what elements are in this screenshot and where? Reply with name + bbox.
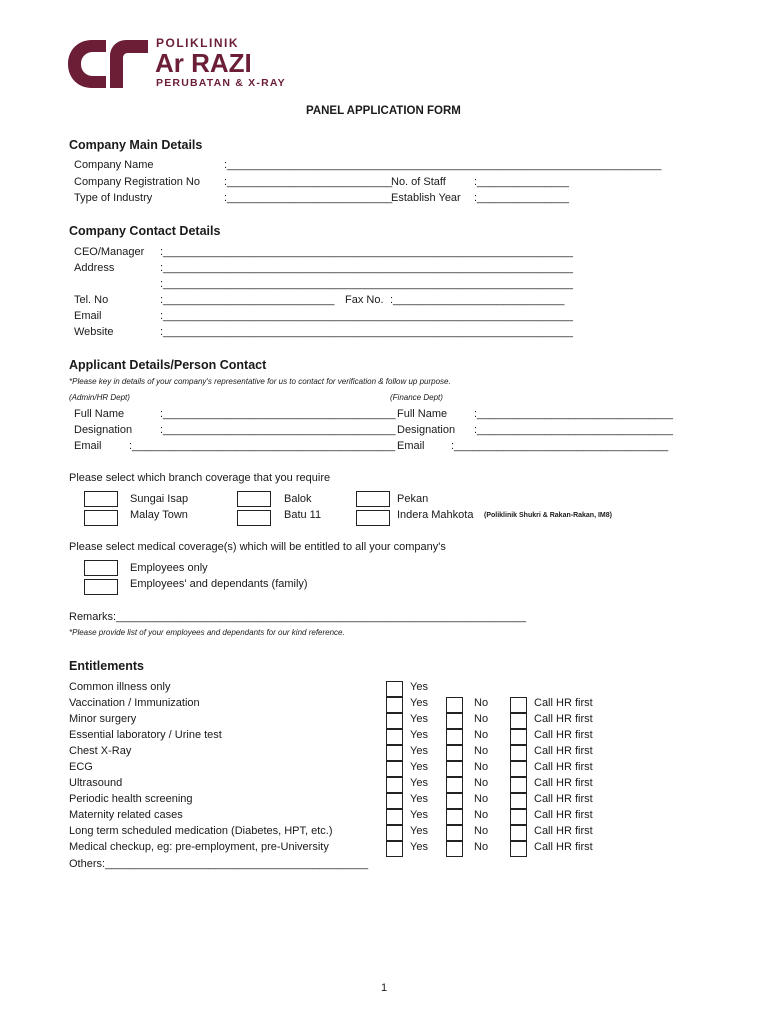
field-admin-email[interactable]: :___________________________________________	[129, 440, 396, 452]
label-no: No	[474, 777, 489, 789]
note-indera-mahkota: (Poliklinik Shukri & Rakan-Rakan, IM8)	[484, 512, 612, 519]
checkbox-call-hr[interactable]	[510, 697, 527, 713]
form-title: PANEL APPLICATION FORM	[306, 105, 461, 117]
label-website: Website	[74, 326, 114, 338]
checkbox-employees-only[interactable]	[84, 560, 118, 576]
field-admin-fullname[interactable]: :______________________________________	[160, 408, 396, 420]
checkbox-malay-town[interactable]	[84, 510, 118, 526]
checkbox-yes[interactable]	[386, 713, 403, 729]
checkbox-call-hr[interactable]	[510, 761, 527, 777]
field-establish-year[interactable]: :_______________	[474, 192, 569, 204]
label-employees-dependants: Employees' and dependants (family)	[130, 578, 308, 590]
entitlement-label: Vaccination / Immunization	[69, 697, 200, 709]
checkbox-yes[interactable]	[386, 825, 403, 841]
field-finance-email[interactable]: :___________________________________	[451, 440, 669, 452]
section-heading-main: Company Main Details	[69, 138, 203, 152]
label-industry: Type of Industry	[74, 192, 153, 204]
checkbox-call-hr[interactable]	[510, 729, 527, 745]
field-others[interactable]: Others:___________________________________________	[69, 858, 369, 870]
entitlement-label: Long term scheduled medication (Diabetes, HPT, etc.)	[69, 825, 333, 837]
checkbox-employees-dependants[interactable]	[84, 579, 118, 595]
label-tel: Tel. No	[74, 294, 109, 306]
label-call-hr: Call HR first	[534, 793, 593, 805]
checkbox-yes[interactable]	[386, 809, 403, 825]
checkbox-no[interactable]	[446, 809, 463, 825]
label-address: Address	[74, 262, 115, 274]
label-reg-no: Company Registration No	[74, 176, 200, 188]
entitlement-label: Essential laboratory / Urine test	[69, 729, 222, 741]
clinic-logo	[66, 36, 286, 96]
label-batu-11: Batu 11	[284, 509, 322, 521]
entitlement-label: ECG	[69, 761, 93, 773]
checkbox-yes[interactable]	[386, 729, 403, 745]
checkbox-no[interactable]	[446, 793, 463, 809]
label-call-hr: Call HR first	[534, 729, 593, 741]
logo-text-perubatan: PERUBATAN & X-RAY	[156, 77, 286, 89]
label-no: No	[474, 793, 489, 805]
label-call-hr: Call HR first	[534, 761, 593, 773]
field-finance-fullname[interactable]: :________________________________	[474, 408, 673, 420]
label-call-hr: Call HR first	[534, 745, 593, 757]
label-yes: Yes	[410, 745, 428, 757]
checkbox-call-hr[interactable]	[510, 793, 527, 809]
label-sungai-isap: Sungai Isap	[130, 493, 189, 505]
checkbox-no[interactable]	[446, 729, 463, 745]
label-yes: Yes	[410, 697, 428, 709]
coverage-question: Please select medical coverage(s) which will be entitled to all your company's	[69, 541, 446, 553]
entitlement-label: Ultrasound	[69, 777, 123, 789]
checkbox-call-hr[interactable]	[510, 745, 527, 761]
label-no: No	[474, 825, 489, 837]
label-yes: Yes	[410, 713, 428, 725]
label-call-hr: Call HR first	[534, 825, 593, 837]
entitlement-label: Periodic health screening	[69, 793, 193, 805]
label-finance-fullname: Full Name	[397, 408, 448, 420]
label-yes: Yes	[410, 729, 428, 741]
label-establish-year: Establish Year	[391, 192, 461, 204]
remarks-note: *Please provide list of your employees and dependants for our kind reference.	[69, 628, 345, 637]
checkbox-call-hr[interactable]	[510, 809, 527, 825]
label-no: No	[474, 745, 489, 757]
field-ceo[interactable]: :___________________________________________________________________	[160, 246, 573, 258]
field-fax[interactable]: :____________________________	[390, 294, 565, 306]
label-no: No	[474, 809, 489, 821]
field-tel[interactable]: :____________________________	[160, 294, 335, 306]
label-admin-fullname: Full Name	[74, 408, 125, 420]
field-address-2[interactable]: :___________________________________________________________________	[160, 278, 573, 290]
section-heading-contact: Company Contact Details	[69, 224, 221, 238]
label-employees-only: Employees only	[130, 562, 208, 574]
section-heading-applicant: Applicant Details/Person Contact	[69, 358, 267, 372]
checkbox-balok[interactable]	[237, 491, 271, 507]
checkbox-batu-11[interactable]	[237, 510, 271, 526]
field-remarks[interactable]: Remarks:___________________________________________________________________	[69, 611, 526, 623]
checkbox-yes[interactable]	[386, 681, 403, 697]
label-call-hr: Call HR first	[534, 841, 593, 853]
section-heading-entitlements: Entitlements	[69, 659, 145, 673]
field-reg-no[interactable]: :___________________________	[224, 176, 393, 188]
field-industry[interactable]: :___________________________	[224, 192, 393, 204]
logo-text-arrazi: Ar RAZI	[155, 48, 252, 78]
entitlement-label: Maternity related cases	[69, 809, 183, 821]
page-number: 1	[381, 982, 388, 994]
label-fax: Fax No.	[345, 294, 384, 306]
logo-text-poliklinik: POLIKLINIK	[156, 36, 239, 50]
field-admin-designation[interactable]: :______________________________________	[160, 424, 396, 436]
label-yes: Yes	[410, 809, 428, 821]
field-email[interactable]: :___________________________________________________________________	[160, 310, 573, 322]
checkbox-no[interactable]	[446, 841, 463, 857]
applicant-note: *Please key in details of your company's representative for us to contact for verification & follow up purpose.	[69, 377, 451, 386]
label-finance-email: Email	[397, 440, 425, 452]
label-yes: Yes	[410, 825, 428, 837]
checkbox-call-hr[interactable]	[510, 777, 527, 793]
label-finance-dept: (Finance Dept)	[390, 393, 443, 402]
checkbox-yes[interactable]	[386, 841, 403, 857]
checkbox-yes[interactable]	[386, 793, 403, 809]
label-yes: Yes	[410, 777, 428, 789]
label-admin-dept: (Admin/HR Dept)	[69, 393, 130, 402]
checkbox-no[interactable]	[446, 777, 463, 793]
checkbox-pekan[interactable]	[356, 491, 390, 507]
label-yes: Yes	[410, 841, 428, 853]
label-yes: Yes	[410, 681, 428, 693]
label-yes: Yes	[410, 761, 428, 773]
label-no: No	[474, 761, 489, 773]
label-no: No	[474, 697, 489, 709]
entitlement-label: Common illness only	[69, 681, 171, 693]
checkbox-indera-mahkota[interactable]	[356, 510, 390, 526]
label-finance-designation: Designation	[397, 424, 456, 436]
checkbox-yes[interactable]	[386, 761, 403, 777]
checkbox-no[interactable]	[446, 745, 463, 761]
label-yes: Yes	[410, 793, 428, 805]
label-call-hr: Call HR first	[534, 777, 593, 789]
checkbox-call-hr[interactable]	[510, 825, 527, 841]
label-malay-town: Malay Town	[130, 509, 188, 521]
label-admin-designation: Designation	[74, 424, 133, 436]
label-admin-email: Email	[74, 440, 102, 452]
label-no: No	[474, 729, 489, 741]
label-no-staff: No. of Staff	[391, 176, 446, 188]
checkbox-no[interactable]	[446, 761, 463, 777]
label-no: No	[474, 713, 489, 725]
checkbox-no[interactable]	[446, 713, 463, 729]
label-call-hr: Call HR first	[534, 809, 593, 821]
field-company-name[interactable]: :_______________________________________________________________________	[224, 159, 662, 171]
label-no: No	[474, 841, 489, 853]
label-call-hr: Call HR first	[534, 713, 593, 725]
label-pekan: Pekan	[397, 493, 429, 505]
field-website[interactable]: :___________________________________________________________________	[160, 326, 573, 338]
logo-mark-icon	[66, 38, 150, 90]
field-finance-designation[interactable]: :________________________________	[474, 424, 673, 436]
label-ceo: CEO/Manager	[74, 246, 145, 258]
label-company-name: Company Name	[74, 159, 154, 171]
entitlement-label: Medical checkup, eg: pre-employment, pre-University	[69, 841, 329, 853]
label-balok: Balok	[284, 493, 312, 505]
entitlement-label: Chest X-Ray	[69, 745, 132, 757]
checkbox-yes[interactable]	[386, 777, 403, 793]
label-call-hr: Call HR first	[534, 697, 593, 709]
checkbox-yes[interactable]	[386, 697, 403, 713]
checkbox-call-hr[interactable]	[510, 713, 527, 729]
label-indera-mahkota: Indera Mahkota	[397, 509, 474, 521]
field-no-staff[interactable]: :_______________	[474, 176, 569, 188]
checkbox-sungai-isap[interactable]	[84, 491, 118, 507]
checkbox-no[interactable]	[446, 697, 463, 713]
checkbox-call-hr[interactable]	[510, 841, 527, 857]
checkbox-yes[interactable]	[386, 745, 403, 761]
checkbox-no[interactable]	[446, 825, 463, 841]
field-address-1[interactable]: :___________________________________________________________________	[160, 262, 573, 274]
label-email: Email	[74, 310, 102, 322]
entitlement-label: Minor surgery	[69, 713, 137, 725]
branch-question: Please select which branch coverage that you require	[69, 472, 331, 484]
